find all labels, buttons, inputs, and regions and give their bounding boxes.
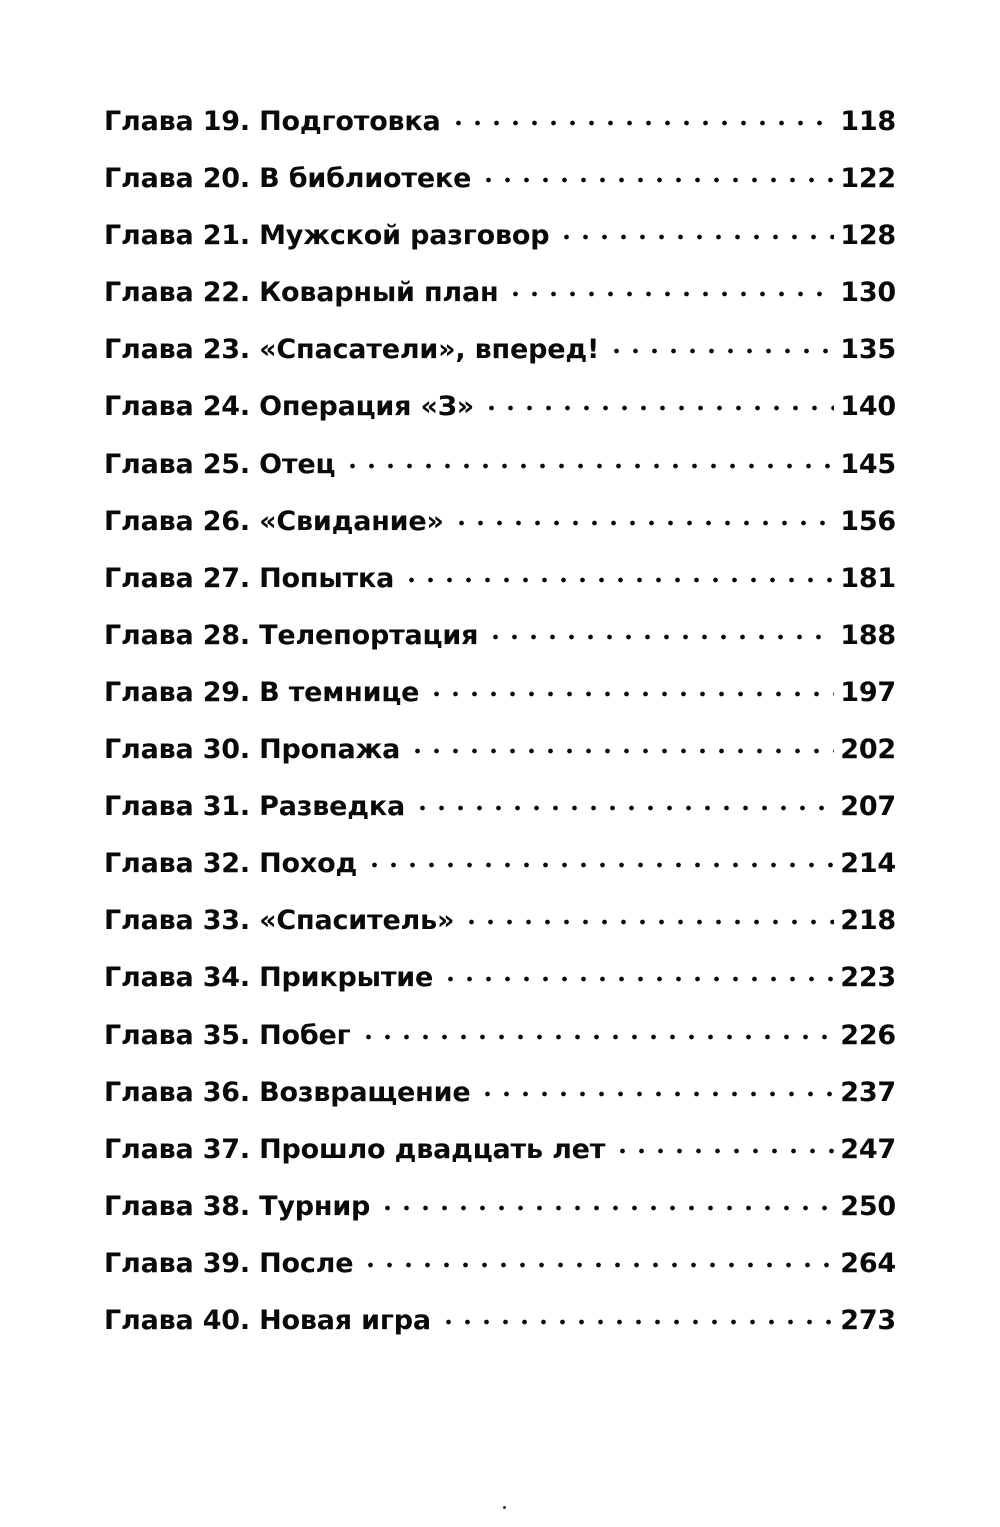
chapter-title: Глава 31. Разведка [104, 791, 405, 823]
chapter-title: Глава 30. Пропажа [104, 734, 401, 766]
toc-entry [104, 1077, 896, 1134]
dot-leader [343, 463, 834, 469]
dot-leader [413, 805, 834, 811]
toc-entry [104, 277, 896, 334]
page-number: 122 [840, 163, 896, 195]
page-number: 273 [840, 1304, 896, 1336]
dot-leader [408, 748, 834, 754]
page-number: 128 [840, 220, 896, 252]
chapter-title: Глава 33. «Спаситель» [104, 905, 455, 937]
toc-entry [104, 449, 896, 506]
dot-leader [557, 234, 834, 240]
toc-entry [104, 1305, 896, 1362]
dot-leader [607, 348, 834, 354]
chapter-title: Глава 27. Попытка [104, 562, 395, 594]
toc-entry [104, 506, 896, 563]
dot-leader [452, 520, 834, 526]
chapter-title: Глава 38. Турнир [104, 1190, 371, 1222]
page-number: 156 [840, 505, 896, 537]
dot-leader [402, 577, 834, 583]
scan-speck [503, 1506, 506, 1509]
toc-entry [104, 563, 896, 620]
toc-entry [104, 1134, 896, 1191]
chapter-title: Глава 29. В темнице [104, 676, 420, 708]
page-number: 130 [840, 277, 896, 309]
chapter-title: Глава 40. Новая игра [104, 1304, 431, 1336]
toc-entry [104, 791, 896, 848]
page-number: 140 [840, 391, 896, 423]
toc-entry [104, 848, 896, 905]
dot-leader [613, 1148, 834, 1154]
page-number: 145 [840, 448, 896, 480]
page-number: 264 [840, 1247, 896, 1279]
dot-leader [506, 291, 834, 297]
page-number: 237 [840, 1076, 896, 1108]
chapter-title: Глава 32. Поход [104, 848, 358, 880]
page-number: 223 [840, 962, 896, 994]
page-number: 218 [840, 905, 896, 937]
chapter-title: Глава 35. Побег [104, 1019, 351, 1051]
toc-entry [104, 677, 896, 734]
chapter-title: Глава 26. «Свидание» [104, 505, 444, 537]
page-number: 247 [840, 1133, 896, 1165]
dot-leader [478, 1091, 834, 1097]
chapter-title: Глава 20. В библиотеке [104, 163, 472, 195]
chapter-title: Глава 23. «Спасатели», вперед! [104, 334, 600, 366]
page-number: 207 [840, 791, 896, 823]
dot-leader [427, 691, 834, 697]
table-of-contents [104, 106, 896, 1362]
toc-entry [104, 163, 896, 220]
chapter-title: Глава 24. Операция «З» [104, 391, 474, 423]
chapter-title: Глава 19. Подготовка [104, 106, 441, 137]
page-number: 118 [840, 106, 896, 137]
toc-entry [104, 620, 896, 677]
dot-leader [365, 862, 834, 868]
dot-leader [441, 976, 834, 982]
toc-entry [104, 1191, 896, 1248]
dot-leader [439, 1319, 834, 1325]
chapter-title: Глава 28. Телепортация [104, 619, 479, 651]
toc-entry [104, 391, 896, 448]
toc-entry [104, 905, 896, 962]
chapter-title: Глава 34. Прикрытие [104, 962, 434, 994]
chapter-title: Глава 36. Возвращение [104, 1076, 471, 1108]
dot-leader [378, 1205, 834, 1211]
dot-leader [359, 1034, 835, 1040]
toc-entry [104, 1020, 896, 1077]
toc-entry [104, 220, 896, 277]
dot-leader [449, 120, 835, 126]
page-number: 202 [840, 734, 896, 766]
chapter-title: Глава 22. Коварный план [104, 277, 499, 309]
page-number: 181 [840, 562, 896, 594]
dot-leader [479, 177, 834, 183]
toc-entry [104, 1248, 896, 1305]
page-number: 214 [840, 848, 896, 880]
toc-entry [104, 962, 896, 1019]
dot-leader [482, 405, 834, 411]
dot-leader [486, 634, 834, 640]
dot-leader [462, 919, 834, 925]
page-number: 197 [840, 676, 896, 708]
page-number: 250 [840, 1190, 896, 1222]
toc-entry [104, 106, 896, 163]
dot-leader [361, 1262, 834, 1268]
page-number: 135 [840, 334, 896, 366]
toc-entry [104, 734, 896, 791]
toc-entry [104, 334, 896, 391]
chapter-title: Глава 39. После [104, 1247, 354, 1279]
chapter-title: Глава 21. Мужской разговор [104, 220, 550, 252]
page-number: 226 [840, 1019, 896, 1051]
chapter-title: Глава 25. Отец [104, 448, 336, 480]
page-number: 188 [840, 619, 896, 651]
chapter-title: Глава 37. Прошло двадцать лет [104, 1133, 606, 1165]
